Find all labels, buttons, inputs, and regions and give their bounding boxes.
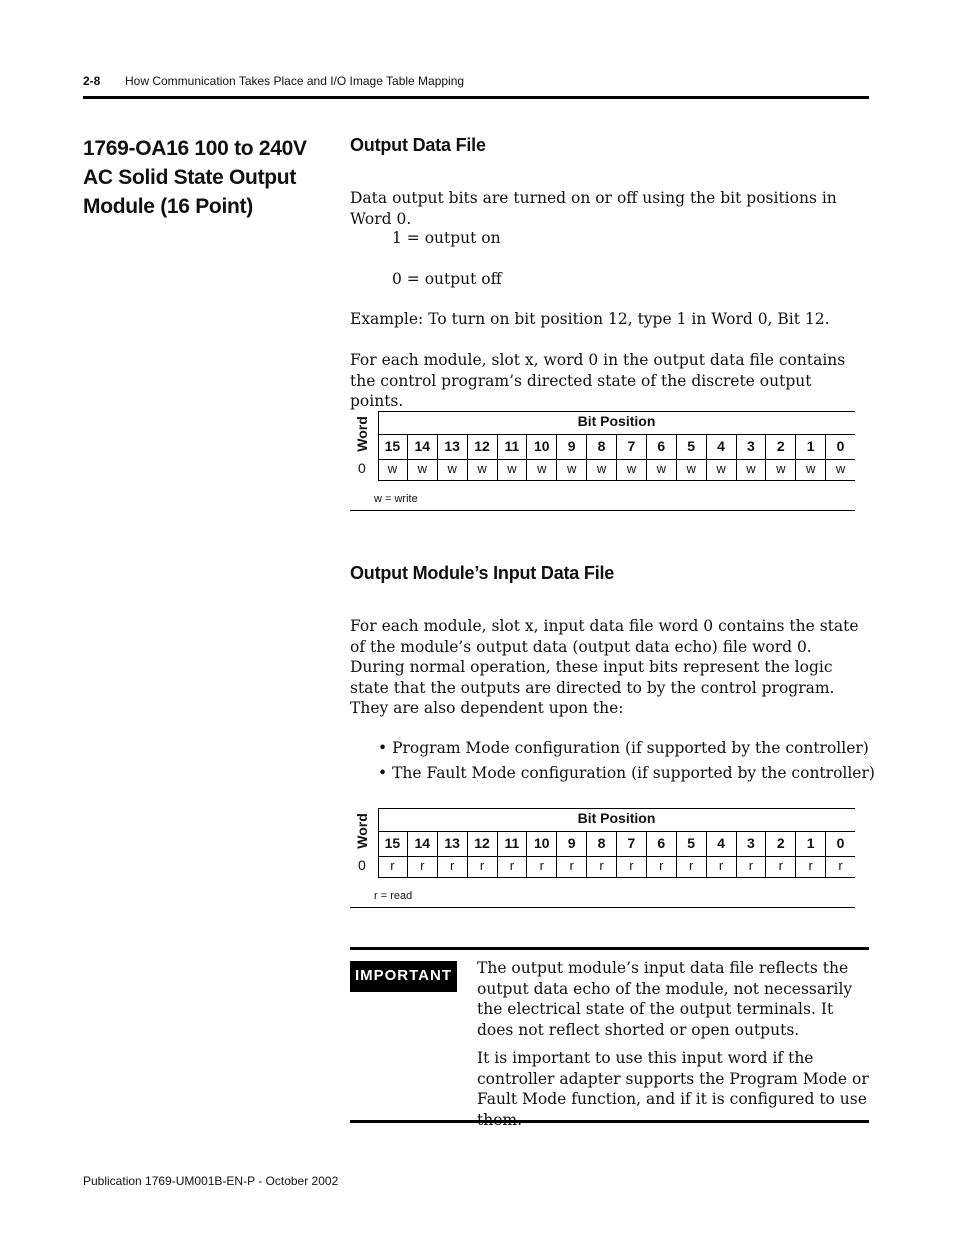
bit-value-cell: w — [736, 458, 766, 480]
bit-value-cell: w — [646, 458, 676, 480]
bit-value-cell: r — [616, 855, 646, 877]
bit-value-cell: r — [646, 855, 676, 877]
table-top-rule — [378, 411, 855, 412]
bit-value-cell: r — [497, 855, 527, 877]
bit-value-cell: r — [795, 855, 825, 877]
bit-number-cell: 2 — [765, 832, 795, 856]
important-paragraph: The output module’s input data file reflects the output data echo of the module, not necessarily the electrical state of the output terminals. It does not reflect shorted or open outputs. — [477, 959, 853, 1039]
bit-value-cell: r — [390, 858, 395, 873]
output-example: Example: To turn on bit position 12, type 1 in Word 0, Bit 12. — [350, 310, 830, 328]
bit-number-cell: 13 — [437, 435, 467, 459]
word-label: Word — [354, 813, 370, 849]
table-top-rule — [378, 808, 855, 809]
important-bottom-rule — [350, 1120, 869, 1123]
bit-value-cell: w — [387, 461, 398, 476]
bit-number-cell: 15 — [384, 438, 401, 454]
output-bit-table — [350, 411, 855, 512]
input-data-file-heading: Output Module’s Input Data File — [350, 563, 615, 583]
input-data-file-description: For each module, slot x, input data file word 0 contains the state of the module’s output data (output data echo) file word 0. During normal operation, these input bits represent the logic state that the outputs are directed to by the control program. They are also dependent upon the: — [350, 617, 859, 717]
word-index: 0 — [358, 857, 366, 873]
bit-value-cell: r — [825, 855, 855, 877]
page-number: 2-8 — [83, 74, 101, 88]
bit-number-cell: 15 — [384, 835, 401, 851]
bit-number-cell: 4 — [706, 832, 736, 856]
input-bit-table — [350, 808, 855, 909]
bit-value-cell: w — [706, 458, 736, 480]
bit-value-cell: w — [795, 458, 825, 480]
bit-value-cell: w — [586, 458, 616, 480]
bit-number-cell: 0 — [825, 832, 855, 856]
bit-number-cell: 5 — [676, 435, 706, 459]
bit-value-cell: r — [765, 855, 795, 877]
bit-value-cell: w — [497, 458, 527, 480]
bit-value-cell: r — [407, 855, 437, 877]
bullet-item: • The Fault Mode configuration (if supported by the controller) — [378, 764, 875, 782]
bit-value-cell: w — [676, 458, 706, 480]
important-badge: IMPORTANT — [350, 961, 457, 992]
footer-publication: Publication 1769-UM001B-EN-P - October 2002 — [83, 1174, 339, 1188]
word-index: 0 — [358, 460, 366, 476]
important-paragraph: It is important to use this input word if the controller adapter supports the Program Mode or Fault Mode function, and if it is configured to use — [477, 1049, 869, 1108]
output-off-line: 0 = output off — [392, 270, 502, 288]
important-top-rule — [350, 947, 869, 950]
bit-number-cell: 9 — [556, 435, 586, 459]
bit-number-cell: 4 — [706, 435, 736, 459]
bit-value-cell: r — [676, 855, 706, 877]
bit-value-cell: r — [526, 855, 556, 877]
bit-value-cell: r — [437, 855, 467, 877]
bit-value-cell: r — [736, 855, 766, 877]
bit-number-cell: 1 — [795, 832, 825, 856]
bit-number-cell: 6 — [646, 832, 676, 856]
bit-number-row — [378, 831, 855, 857]
bit-number-cell: 14 — [407, 435, 437, 459]
bit-number-cell: 13 — [437, 832, 467, 856]
bullet-item: • Program Mode configuration (if supported by the controller) — [378, 739, 869, 757]
word-column-header — [350, 808, 374, 854]
word-column-header — [350, 411, 374, 457]
bit-value-cell: r — [467, 855, 497, 877]
word-label: Word — [354, 416, 370, 452]
bit-number-cell: 1 — [795, 435, 825, 459]
bit-number-cell: 5 — [676, 832, 706, 856]
bit-number-cell: 0 — [825, 435, 855, 459]
bit-number-cell: 8 — [586, 832, 616, 856]
bit-position-title: Bit Position — [577, 810, 656, 826]
bit-number-cell: 10 — [526, 832, 556, 856]
bit-value-cell: w — [407, 458, 437, 480]
bit-value-cell: w — [556, 458, 586, 480]
bit-value-row — [378, 458, 855, 481]
bit-number-cell: 10 — [526, 435, 556, 459]
bit-value-cell: w — [765, 458, 795, 480]
bit-value-cell: w — [616, 458, 646, 480]
table-bottom-rule — [350, 510, 855, 511]
output-data-file-heading: Output Data File — [350, 135, 486, 155]
bit-number-cell: 3 — [736, 435, 766, 459]
bit-value-cell: r — [706, 855, 736, 877]
output-on-line: 1 = output on — [392, 229, 501, 247]
running-header-title: How Communication Takes Place and I/O Image Table Mapping — [125, 74, 465, 88]
bit-number-cell: 7 — [616, 435, 646, 459]
bit-number-cell: 9 — [556, 832, 586, 856]
bit-number-cell: 3 — [736, 832, 766, 856]
bit-value-cell: r — [556, 855, 586, 877]
section-title: 1769-OA16 100 to 240V AC Solid State Output Module (16 Point) — [83, 137, 307, 218]
output-data-file-intro: Data output bits are turned on or off using the bit positions in Word 0. — [350, 189, 837, 228]
bit-position-title: Bit Position — [577, 413, 656, 429]
bit-value-cell: w — [467, 458, 497, 480]
bit-value-cell: w — [825, 458, 855, 480]
table-bottom-rule — [350, 907, 855, 908]
table-legend: r = read — [374, 890, 413, 902]
bit-number-row — [378, 434, 855, 460]
bit-number-cell: 11 — [497, 832, 527, 856]
bit-number-cell: 7 — [616, 832, 646, 856]
bit-number-cell: 2 — [765, 435, 795, 459]
header-rule — [83, 96, 869, 99]
bit-number-cell: 12 — [467, 435, 497, 459]
bit-value-row — [378, 855, 855, 878]
table-legend: w = write — [374, 493, 418, 505]
bit-value-cell: w — [526, 458, 556, 480]
bit-number-cell: 12 — [467, 832, 497, 856]
bit-value-cell: r — [586, 855, 616, 877]
bit-number-cell: 8 — [586, 435, 616, 459]
bit-number-cell: 14 — [407, 832, 437, 856]
bit-value-cell: w — [437, 458, 467, 480]
output-data-file-description: For each module, slot x, word 0 in the output data file contains the control program’s directed state of the discrete output points. — [350, 351, 846, 410]
bit-number-cell: 6 — [646, 435, 676, 459]
bit-number-cell: 11 — [497, 435, 527, 459]
